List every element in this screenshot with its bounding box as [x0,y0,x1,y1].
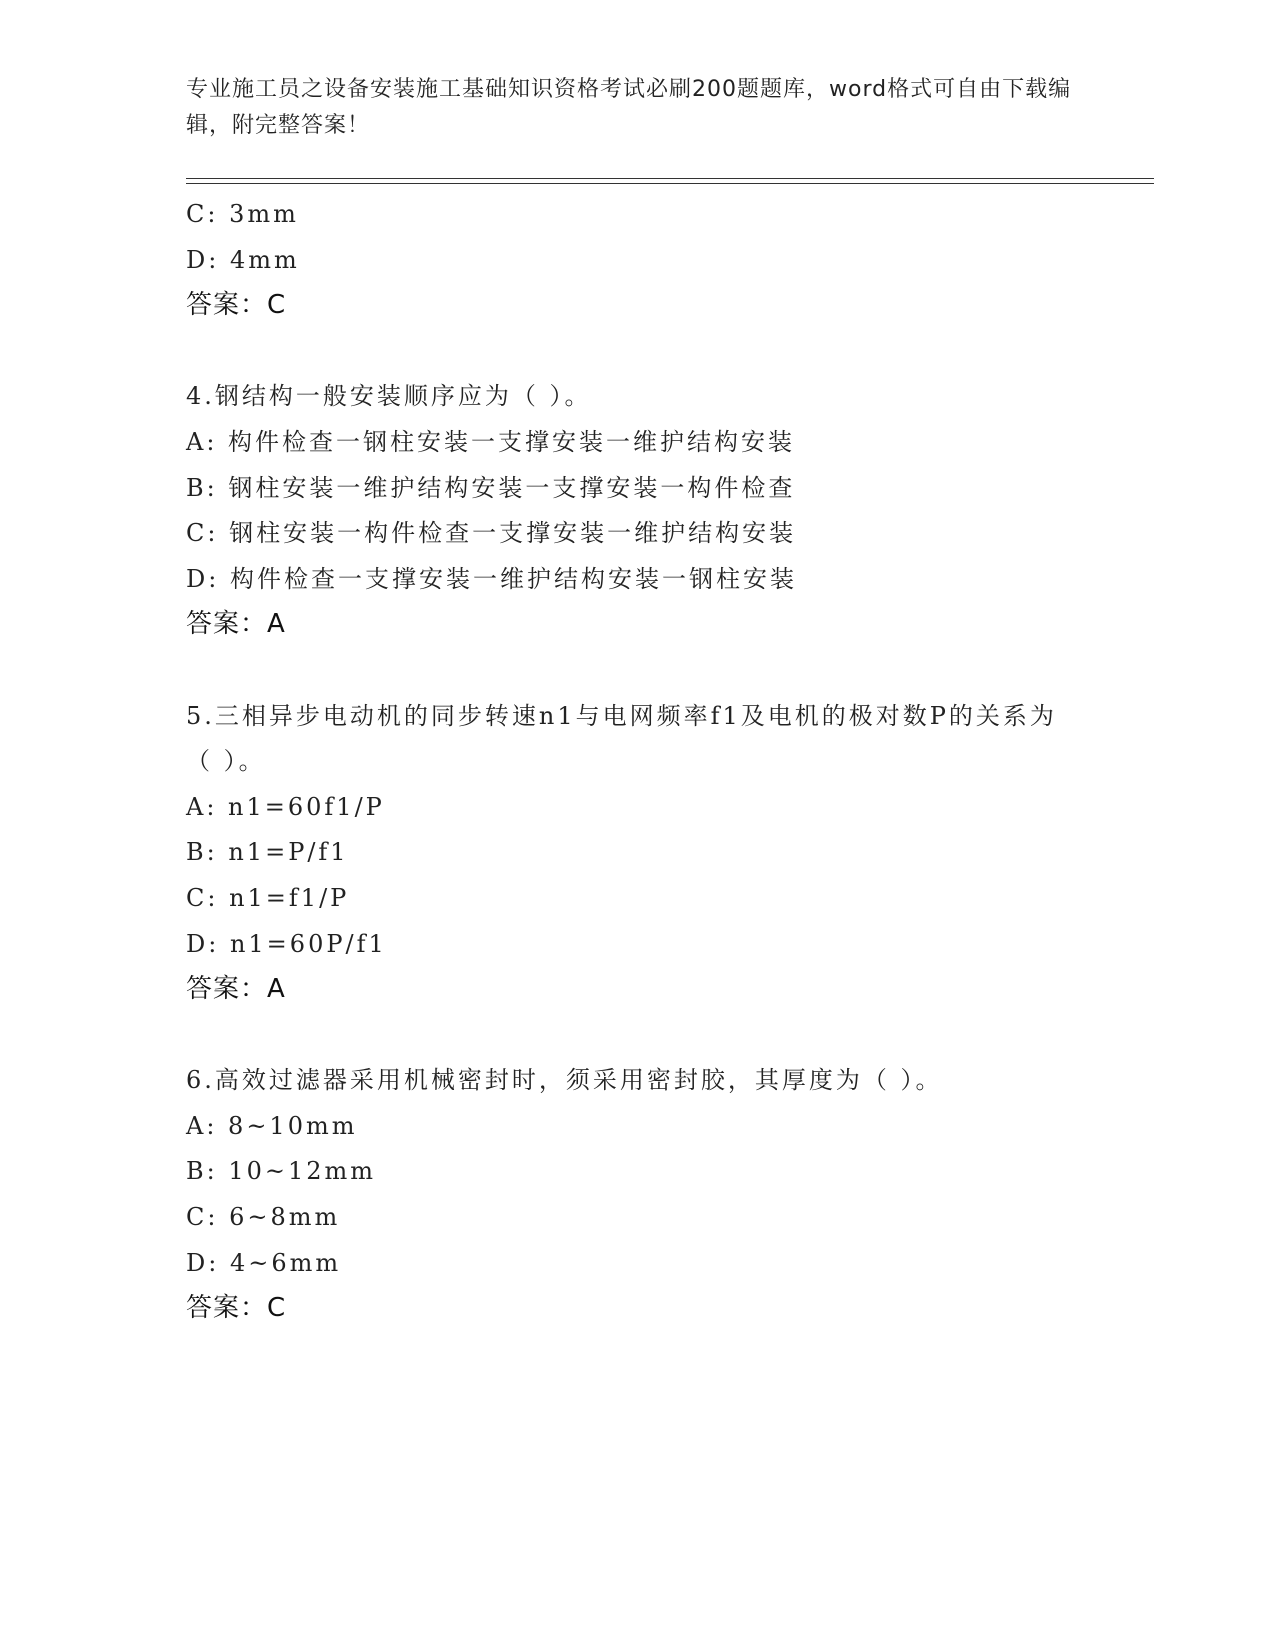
answer-line: 答案：C [186,1293,287,1324]
question-list [186,192,1086,1332]
option-line: A: 构件检查一钢柱安装一支撑安装一维护结构安装 [186,427,796,456]
option-line: D: 构件检查一支撑安装一维护结构安装一钢柱安装 [186,564,797,593]
option-line: B: n1=P/f1 [186,838,349,867]
question-stem: 6.高效过滤器采用机械密封时，须采用密封胶，其厚度为（ ）。 [186,1066,943,1095]
option-line: A: n1=60f1/P [186,792,385,821]
question-4 [186,374,1086,648]
answer-line: 答案：C [186,290,287,321]
question-stem: 4.钢结构一般安装顺序应为（ ）。 [186,382,592,411]
header-rule-top [186,178,1154,179]
question-stem: 5.三相异步电动机的同步转速n1与电网频率f1及电机的极对数P的关系为（ ）。 [186,701,1057,776]
option-line: C: 3mm [186,200,299,228]
question-5 [186,694,1086,1013]
question-6 [186,1058,1086,1332]
option-line: C: n1=f1/P [186,883,350,912]
answer-line: 答案：A [186,609,286,640]
option-line: B: 钢柱安装一维护结构安装一支撑安装一构件检查 [186,473,796,502]
option-line: D: 4mm [186,245,300,274]
option-line: C: 6~8mm [186,1203,341,1232]
document-header: 专业施工员之设备安装施工基础知识资格考试必刷200题题库，word格式可自由下载编辑，附完整答案！ [186,77,1072,138]
answer-line: 答案：A [186,974,286,1005]
header-rule-bottom [186,183,1154,184]
carryover-block [186,192,1086,329]
option-line: C: 钢柱安装一构件检查一支撑安装一维护结构安装 [186,519,797,548]
option-line: D: 4~6mm [186,1248,342,1277]
option-line: B: 10~12mm [186,1157,377,1186]
option-line: D: n1=60P/f1 [186,929,387,958]
option-line: A: 8~10mm [186,1111,358,1140]
